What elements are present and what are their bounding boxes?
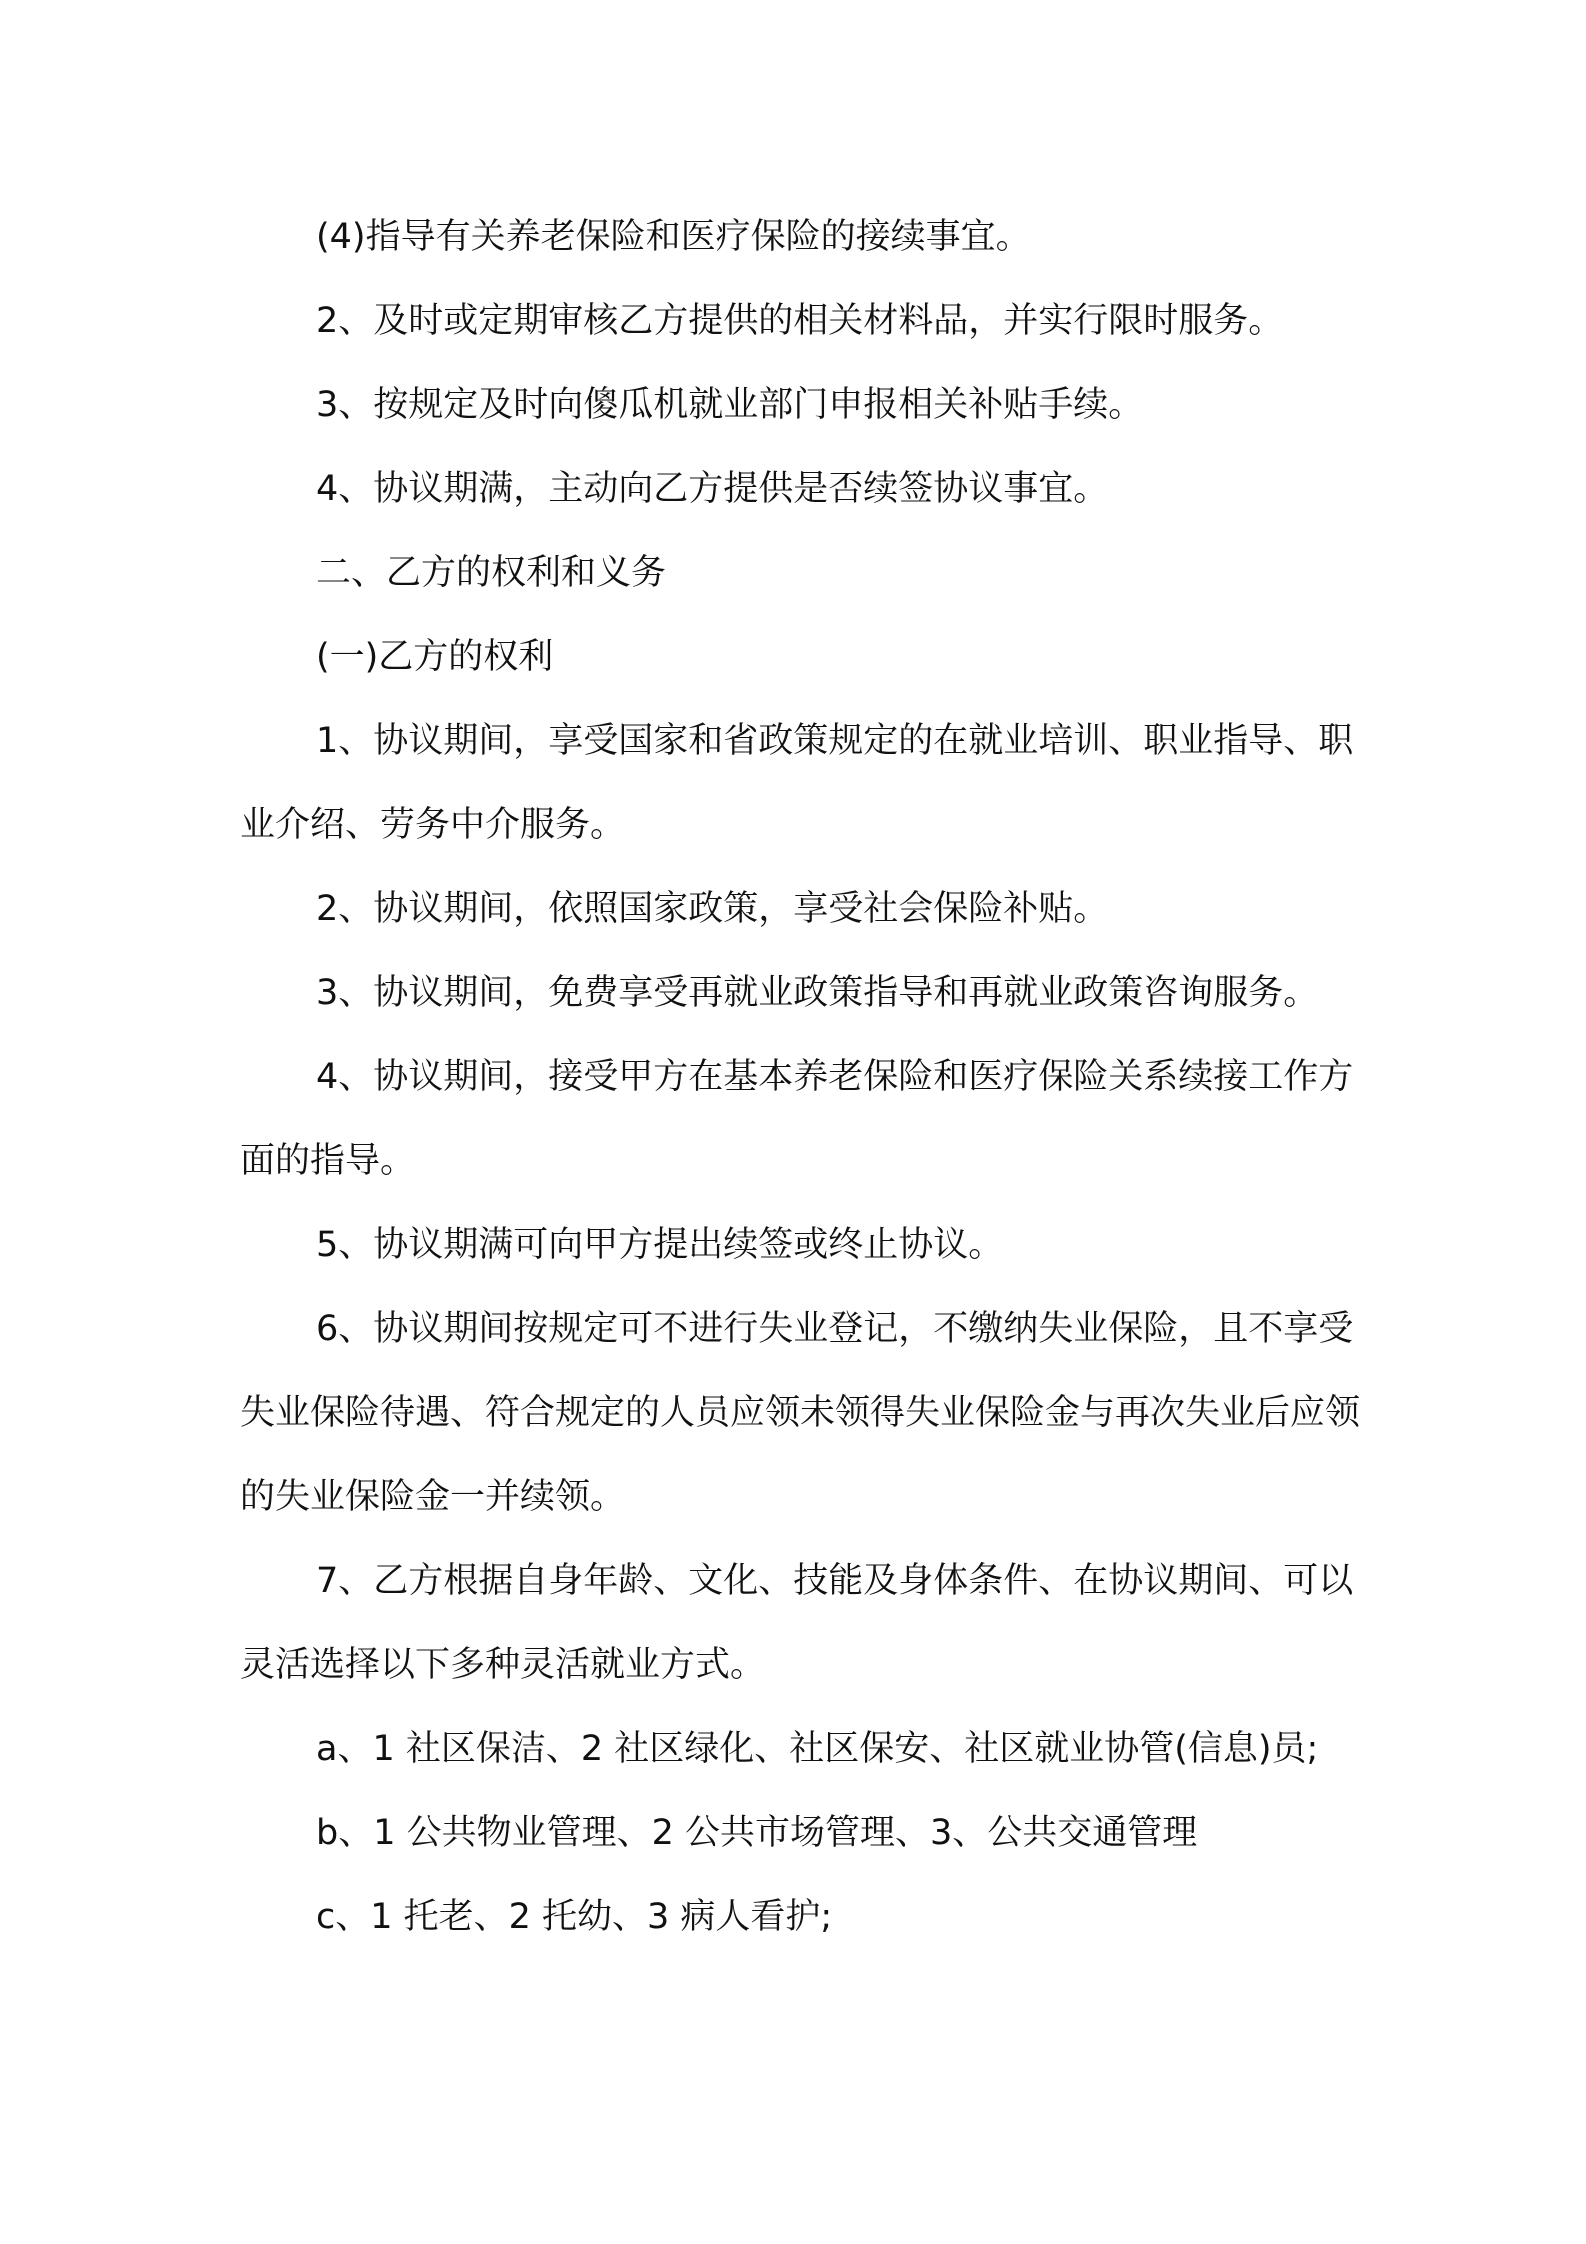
paragraph-right-5-renew-terminate: 5、协议期满可向甲方提出续签或终止协议。 (316, 1225, 1004, 1265)
paragraph-renewal-notice: 4、协议期满，主动向乙方提供是否续签协议事宜。 (316, 469, 1109, 509)
subsection-heading-party-b-rights: (一)乙方的权利 (316, 637, 554, 677)
paragraph-right-7-flexible-employment: 7、乙方根据自身年龄、文化、技能及身体条件、在协议期间、可以灵活选择以下多种灵活就业方式。 (240, 1561, 1354, 1685)
list-item-a-community-jobs: a、1 社区保洁、2 社区绿化、社区保安、社区就业协管(信息)员; (316, 1729, 1319, 1769)
section-heading-party-b-rights-duties: 二、乙方的权利和义务 (316, 553, 667, 593)
paragraph-right-3-policy-guidance: 3、协议期间，免费享受再就业政策指导和再就业政策咨询服务。 (316, 973, 1319, 1013)
list-item-b-public-management: b、1 公共物业管理、2 公共市场管理、3、公共交通管理 (316, 1813, 1198, 1853)
paragraph-report-subsidy: 3、按规定及时向傻瓜机就业部门申报相关补贴手续。 (316, 385, 1144, 425)
document-body (240, 195, 1370, 1959)
paragraph-item-4-continuity: (4)指导有关养老保险和医疗保险的接续事宜。 (316, 217, 1031, 257)
paragraph-right-6-unemployment-insurance: 6、协议期间按规定可不进行失业登记，不缴纳失业保险，且不享受失业保险待遇、符合规定的人员应领未领得失业保险金与再次失业后应领的失业保险金一并续领。 (240, 1309, 1361, 1517)
paragraph-review-materials: 2、及时或定期审核乙方提供的相关材料品，并实行限时服务。 (316, 301, 1284, 341)
list-item-c-care-services: c、1 托老、2 托幼、3 病人看护; (316, 1897, 833, 1937)
paragraph-right-1-services: 1、协议期间，享受国家和省政策规定的在就业培训、职业指导、职业介绍、劳务中介服务。 (240, 721, 1354, 845)
paragraph-right-2-insurance-subsidy: 2、协议期间，依照国家政策，享受社会保险补贴。 (316, 889, 1109, 929)
paragraph-right-4-insurance-transfer: 4、协议期间，接受甲方在基本养老保险和医疗保险关系续接工作方面的指导。 (240, 1057, 1354, 1181)
